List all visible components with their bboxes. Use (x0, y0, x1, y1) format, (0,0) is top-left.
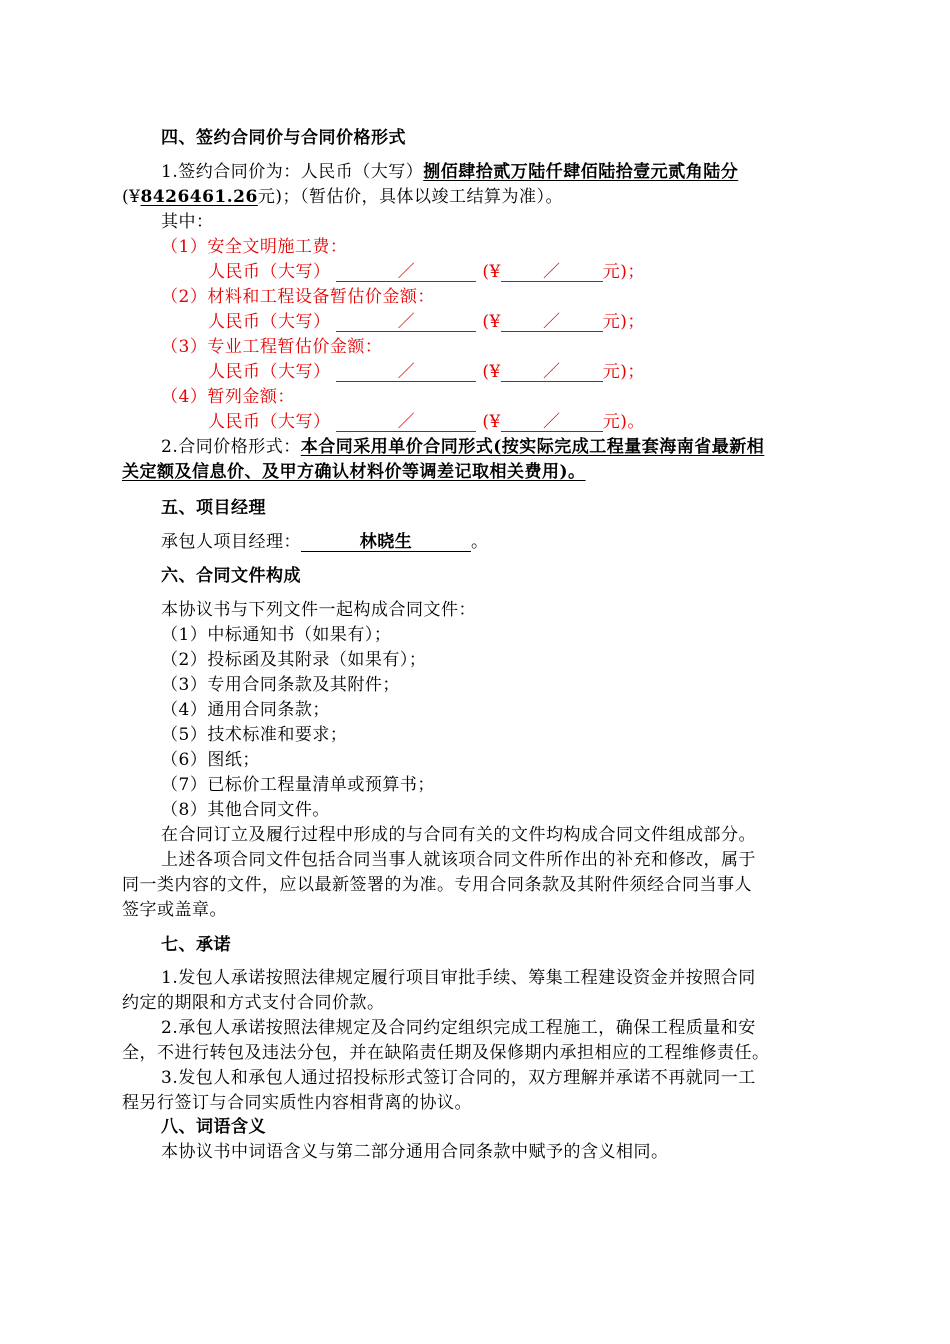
fee-item-number-blank: ／ (501, 363, 603, 382)
fee-item-amount-line (208, 261, 645, 283)
section-6-heading: 六、合同文件构成 (161, 566, 301, 586)
fee-item-words-blank: ／ (336, 413, 476, 432)
documents-paragraph-1: 在合同订立及履行过程中形成的与合同有关的文件均构成合同文件组成部分。 (161, 825, 756, 845)
fee-item-yen-close: 元)。 (602, 412, 645, 432)
documents-paragraph-2-line-2: 同一类内容的文件，应以最新签署的为准。专用合同条款及其附件须经合同当事人 (122, 875, 752, 895)
fee-item-rmb-label: 人民币（大写） (208, 312, 331, 332)
fee-item-title: （1）安全文明施工费： (161, 237, 348, 257)
contract-price-intro: 1.签约合同价为：人民币（大写） (161, 162, 424, 182)
price-form-text-2: 关定额及信息价、及甲方确认材料价等调差记取相关费用)。 (122, 462, 586, 482)
contract-price-number: 8426461.26 (140, 187, 258, 207)
fee-item-number-blank: ／ (501, 413, 603, 432)
documents-paragraph-2-line-1: 上述各项合同文件包括合同当事人就该项合同文件所作出的补充和修改，属于 (161, 850, 756, 870)
fee-item-amount-line (208, 311, 645, 333)
fee-item-words-blank: ／ (336, 313, 476, 332)
fee-item-number-blank: ／ (501, 263, 603, 282)
commitment-3-line-2: 程另行签订与合同实质性内容相背离的协议。 (122, 1093, 472, 1113)
fee-item-number-blank: ／ (501, 313, 603, 332)
section-4-heading: 四、签约合同价与合同价格形式 (161, 128, 406, 148)
document-list-item: （5）技术标准和要求； (161, 725, 348, 745)
document-list-item: （3）专用合同条款及其附件； (161, 675, 400, 695)
fee-item-rmb-label: 人民币（大写） (208, 262, 331, 282)
contract-price-after: 元)；（暂估价，具体以竣工结算为准）。 (257, 187, 563, 207)
fee-item-title: （4）暂列金额： (161, 387, 295, 407)
document-list-item: （4）通用合同条款； (161, 700, 330, 720)
terms-meaning-text: 本协议书中词语含义与第二部分通用合同条款中赋予的含义相同。 (161, 1142, 669, 1162)
fee-item-title: （3）专业工程暂估价金额： (161, 337, 383, 357)
fee-item-yen-open: (¥ (482, 312, 501, 332)
fee-item-title: （2）材料和工程设备暂估价金额： (161, 287, 435, 307)
commitment-1-line-2: 约定的期限和方式支付合同价款。 (122, 993, 385, 1013)
section-5-heading: 五、项目经理 (161, 498, 266, 518)
project-manager-end: 。 (471, 532, 489, 552)
documents-paragraph-2-line-3: 签字或盖章。 (122, 900, 227, 920)
document-list-item: （8）其他合同文件。 (161, 800, 330, 820)
fee-item-words-blank: ／ (336, 263, 476, 282)
project-manager-line (161, 531, 489, 553)
document-list-item: （7）已标价工程量清单或预算书； (161, 775, 435, 795)
price-form-label: 2.合同价格形式： (161, 437, 301, 457)
fee-item-rmb-label: 人民币（大写） (208, 362, 331, 382)
fee-item-amount-line (208, 411, 645, 433)
fee-item-yen-close: 元)； (602, 312, 645, 332)
fee-item-yen-close: 元)； (602, 362, 645, 382)
contract-price-open: (¥ (122, 187, 141, 207)
among-label: 其中： (161, 212, 214, 232)
price-form-text-1: 本合同采用单价合同形式(按实际完成工程量套海南省最新相 (300, 437, 765, 457)
project-manager-name: 林晓生 (301, 533, 471, 552)
fee-item-yen-open: (¥ (482, 412, 501, 432)
fee-item-yen-open: (¥ (482, 262, 501, 282)
project-manager-label: 承包人项目经理： (161, 532, 301, 552)
commitment-3-line-1: 3.发包人和承包人通过招投标形式签订合同的，双方理解并承诺不再就同一工 (161, 1068, 756, 1088)
fee-item-amount-line (208, 361, 645, 383)
fee-item-rmb-label: 人民币（大写） (208, 412, 331, 432)
fee-item-words-blank: ／ (336, 363, 476, 382)
price-form-line-1 (161, 436, 764, 458)
fee-item-yen-close: 元)； (602, 262, 645, 282)
contract-price-line (161, 161, 738, 183)
documents-intro: 本协议书与下列文件一起构成合同文件： (161, 600, 476, 620)
fee-item-yen-open: (¥ (482, 362, 501, 382)
contract-price-number-line (122, 186, 563, 208)
commitment-2-line-2: 全，不进行转包及违法分包，并在缺陷责任期及保修期内承担相应的工程维修责任。 (122, 1043, 770, 1063)
document-list-item: （2）投标函及其附录（如果有）； (161, 650, 427, 670)
document-list-item: （6）图纸； (161, 750, 260, 770)
contract-price-words: 捌佰肆拾贰万陆仟肆佰陆拾壹元贰角陆分 (423, 162, 739, 182)
commitment-2-line-1: 2.承包人承诺按照法律规定及合同约定组织完成工程施工，确保工程质量和安 (161, 1018, 756, 1038)
section-8-heading: 八、词语含义 (161, 1117, 266, 1137)
document-list-item: （1）中标通知书（如果有）； (161, 625, 392, 645)
section-7-heading: 七、承诺 (161, 935, 231, 955)
commitment-1-line-1: 1.发包人承诺按照法律规定履行项目审批手续、筹集工程建设资金并按照合同 (161, 968, 756, 988)
